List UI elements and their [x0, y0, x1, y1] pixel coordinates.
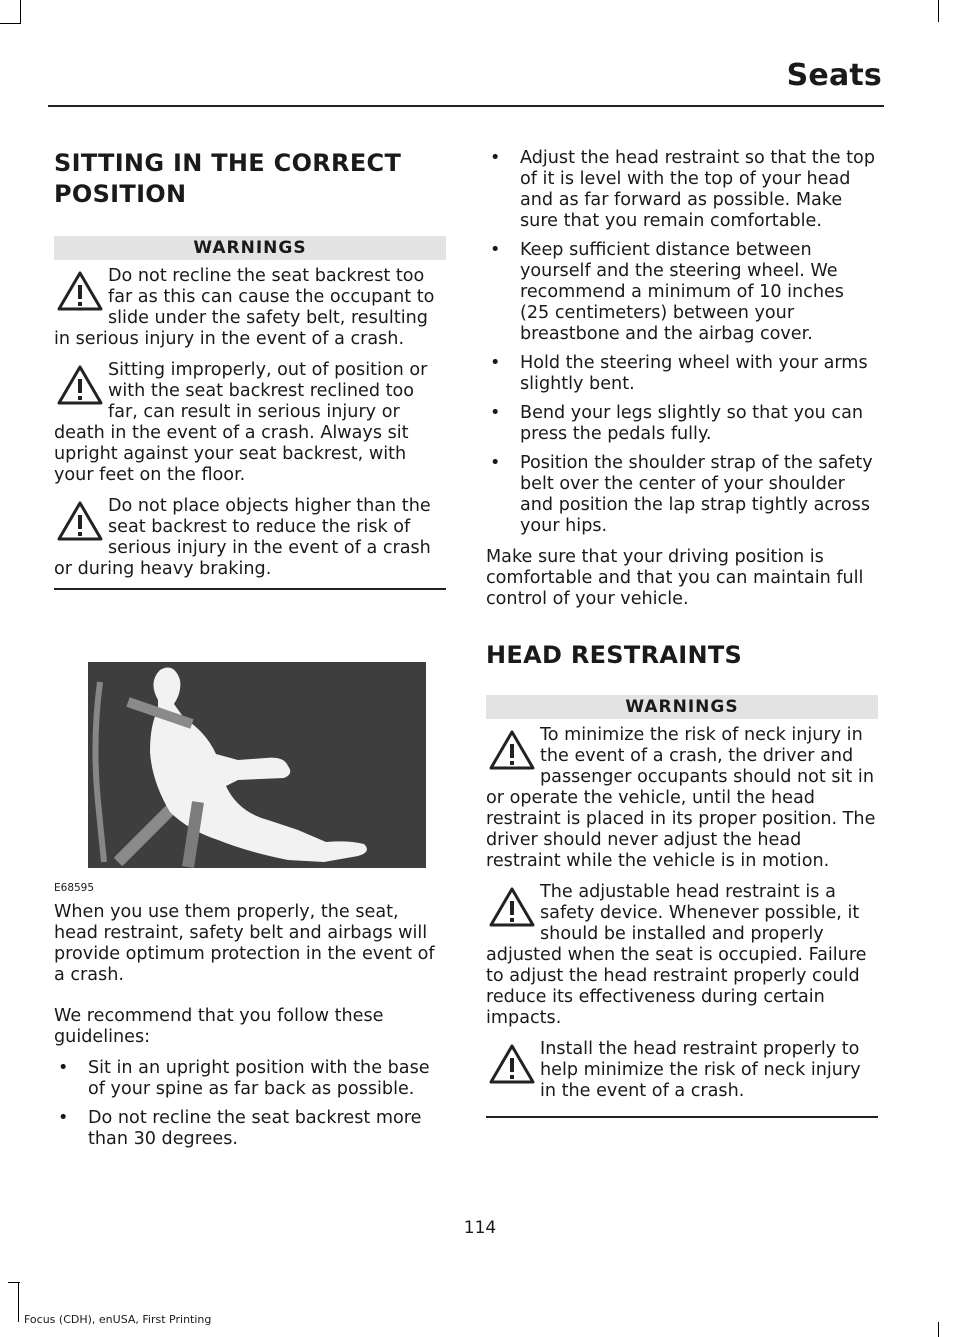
bullet-glyph: • [490, 453, 501, 473]
warning-triangle-icon [56, 270, 104, 312]
list-item [486, 453, 878, 537]
warning-item [486, 1039, 878, 1102]
warning-text: To minimize the risk of neck injury in the event of a crash, the driver and passenger occupants should not sit in or operate the vehicle, until the head restraint is placed in its proper position. The driver should never adjust the head restraint while the vehicle is in motion. [486, 725, 876, 871]
warning-triangle-icon [488, 729, 536, 771]
left-column [54, 140, 446, 1150]
warning-item [54, 496, 446, 580]
warnings-label: WARNINGS [54, 236, 446, 260]
list-item-text: Do not recline the seat backrest more than 30 degrees. [88, 1108, 422, 1149]
crop-mark [20, 0, 21, 24]
warning-item [486, 725, 878, 872]
warning-text: The adjustable head restraint is a safety device. Whenever possible, it should be installed and properly adjusted when the seat is occupied. Failure to adjust the head restraint properly could reduce its effectiveness during certain impacts. [486, 882, 867, 1028]
list-item [486, 353, 878, 395]
body-paragraph: We recommend that you follow these guidelines: [54, 1006, 384, 1047]
bullet-glyph: • [490, 403, 501, 423]
list-item [54, 1058, 446, 1100]
warning-item [54, 360, 446, 486]
page-header-title: Seats [786, 58, 882, 93]
body-paragraph: When you use them properly, the seat, head restraint, safety belt and airbags will provide optimum protection in the event of a crash. [54, 902, 435, 985]
warning-triangle-icon [488, 1043, 536, 1085]
list-item-text: Keep sufficient distance between yourself and the steering wheel. We recommend a minimum of 10 inches (25 centimeters) between your breastbone and the airbag cover. [520, 240, 844, 344]
section-heading-line-1: SITTING IN THE CORRECT [54, 149, 402, 177]
crop-mark [18, 1282, 19, 1322]
bullet-glyph: • [58, 1108, 69, 1128]
section-heading-line-2: POSITION [54, 180, 187, 208]
body-paragraph: Make sure that your driving position is comfortable and that you can maintain full control of your vehicle. [486, 547, 864, 609]
page-footer: Focus (CDH), enUSA, First Printing [24, 1313, 212, 1326]
bullet-glyph: • [58, 1058, 69, 1078]
page-number: 114 [463, 1218, 497, 1238]
list-item-text: Adjust the head restraint so that the top of it is level with the top of your head and as far forward as possible. Make sure that you remain comfortable. [520, 148, 875, 231]
bullet-glyph: • [490, 240, 501, 260]
warning-text: Do not place objects higher than the seat backrest to reduce the risk of serious injury in the event of a crash or during heavy braking. [54, 496, 431, 579]
warning-text: Do not recline the seat backrest too far as this can cause the occupant to slide under the safety belt, resulting in serious injury in the event of a crash. [54, 266, 435, 349]
seating-position-figure [54, 662, 446, 894]
crop-mark [938, 0, 939, 22]
right-column [486, 148, 878, 1118]
guidelines-list [54, 1058, 446, 1150]
warning-triangle-icon [56, 364, 104, 406]
warnings-label: WARNINGS [486, 695, 878, 719]
guidelines-list-continued [486, 148, 878, 537]
warning-text: Sitting improperly, out of position or with the seat backrest reclined too far, can result in serious injury or death in the event of a crash. Always sit upright against your seat backrest, with your feet on the floor. [54, 360, 428, 485]
list-item-text: Bend your legs slightly so that you can press the pedals fully. [520, 403, 864, 444]
list-item [486, 240, 878, 345]
warnings-end-rule [486, 1116, 878, 1118]
section-heading: HEAD RESTRAINTS [486, 641, 743, 669]
warning-text: Install the head restraint properly to help minimize the risk of neck injury in the event of a crash. [540, 1039, 861, 1101]
crop-mark [938, 1322, 939, 1337]
list-item-text: Sit in an upright position with the base of your spine as far back as possible. [88, 1058, 430, 1099]
list-item [486, 403, 878, 445]
warning-item [486, 882, 878, 1029]
figure-id: E68595 [54, 882, 95, 894]
warning-triangle-icon [488, 886, 536, 928]
crop-mark [0, 23, 20, 24]
bullet-glyph: • [490, 353, 501, 373]
bullet-glyph: • [490, 148, 501, 168]
list-item-text: Position the shoulder strap of the safety belt over the center of your shoulder and position the lap strap tightly across your hips. [520, 453, 873, 536]
seated-driver-illustration [88, 662, 426, 868]
list-item [54, 1108, 446, 1150]
list-item [486, 148, 878, 232]
list-item-text: Hold the steering wheel with your arms slightly bent. [520, 353, 868, 394]
warning-triangle-icon [56, 500, 104, 542]
header-rule [48, 105, 884, 107]
warning-item [54, 266, 446, 350]
